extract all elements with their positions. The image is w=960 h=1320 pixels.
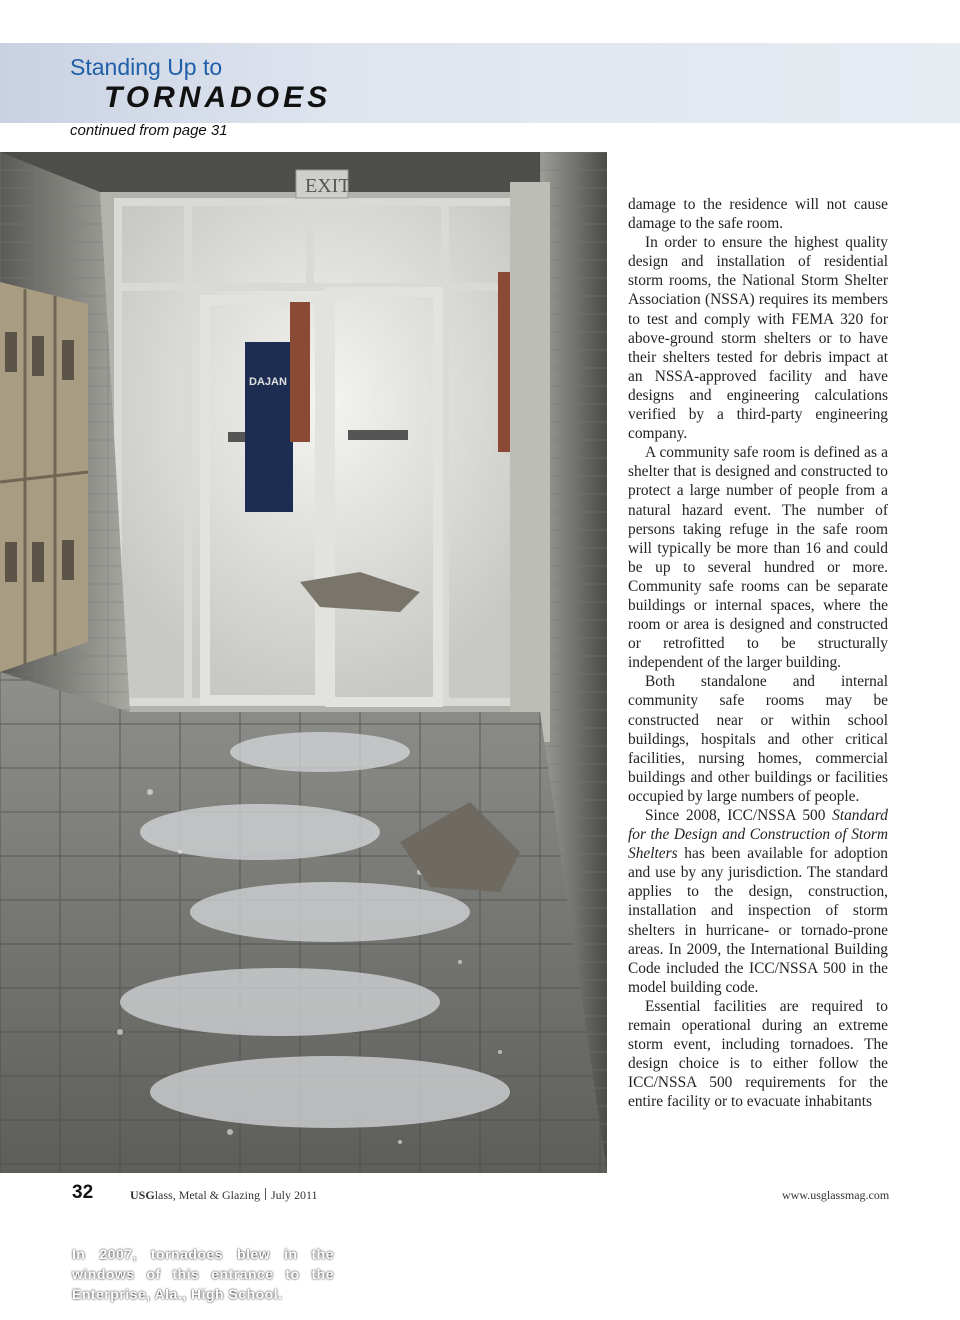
section-headline: TORNADOES	[104, 81, 332, 114]
issue-date: July 2011	[271, 1188, 318, 1202]
exit-sign-text: EXIT	[305, 175, 351, 197]
paragraph: damage to the residence will not cause damage to the safe room.	[628, 196, 888, 233]
photo-credit-text: Photo: FEMA/Mark Wolfe	[579, 1189, 591, 1320]
standard-title: Standard for the Design and Construction of Storm Shelters	[628, 807, 888, 863]
magazine-name-bold: USG	[130, 1188, 155, 1202]
magazine-name	[130, 1188, 318, 1203]
paragraph: Both standalone and internal community safe rooms may be constructed near or within school buildings, hospitals and other critical facilities, nursing homes, commercial buildings and other buildings or facilities occupied by large numbers of people.	[628, 673, 888, 805]
paragraph: Essential facilities are required to remain operational during an extreme storm event, including tornadoes. The design choice is to either follow the ICC/NSSA 500 requirements for the entire facility or to evacuate inhabitants	[628, 997, 888, 1111]
section-kicker: Standing Up to	[70, 54, 223, 80]
website-url: www.usglassmag.com	[782, 1188, 890, 1202]
paragraph: A community safe room is defined as a shelter that is designed and constructed to protect a large number of people from a natural hazard event. The number of persons taking refuge in the safe room will typically be more than 16 and could be up to several hundred or more. Community safe rooms can be separate buildings or internal spaces, where the room or area is designed and constructed or retrofitted to be structurally independent of the larger building.	[628, 444, 888, 672]
text-run: has been available for adoption and use by any jurisdiction. The standard applies to the design, construction, installation and inspection of storm shelters in hurricane- or tornado-prone areas. In 2009, the International Building Code included the ICC/NSSA 500 in the model building code.	[628, 845, 888, 996]
text-run: Since 2008, ICC/NSSA 500	[645, 807, 833, 824]
article-body	[628, 195, 888, 1112]
magazine-name-rest: lass, Metal & Glazing	[154, 1188, 260, 1202]
footer-divider	[265, 1188, 266, 1200]
photo-caption: In 2007, tornadoes blew in the windows of this entrance to the Enterprise, Ala., High School.	[72, 1246, 334, 1302]
page-number: 32	[72, 1182, 94, 1203]
paragraph	[628, 806, 888, 997]
lockers	[0, 282, 88, 672]
paragraph: In order to ensure the highest quality design and installation of residential storm rooms, the National Storm Shelter Association (NSSA) requires its members to test and comply with FEMA 320 for above-ground storm shelters or to have their shelters tested for debris impact at an NSSA-approved facility and have designs and engineering calculations verified by a third-party engineering company.	[628, 234, 888, 443]
banner-text: DAJAN	[249, 376, 287, 388]
continued-note: continued from page 31	[70, 122, 228, 139]
